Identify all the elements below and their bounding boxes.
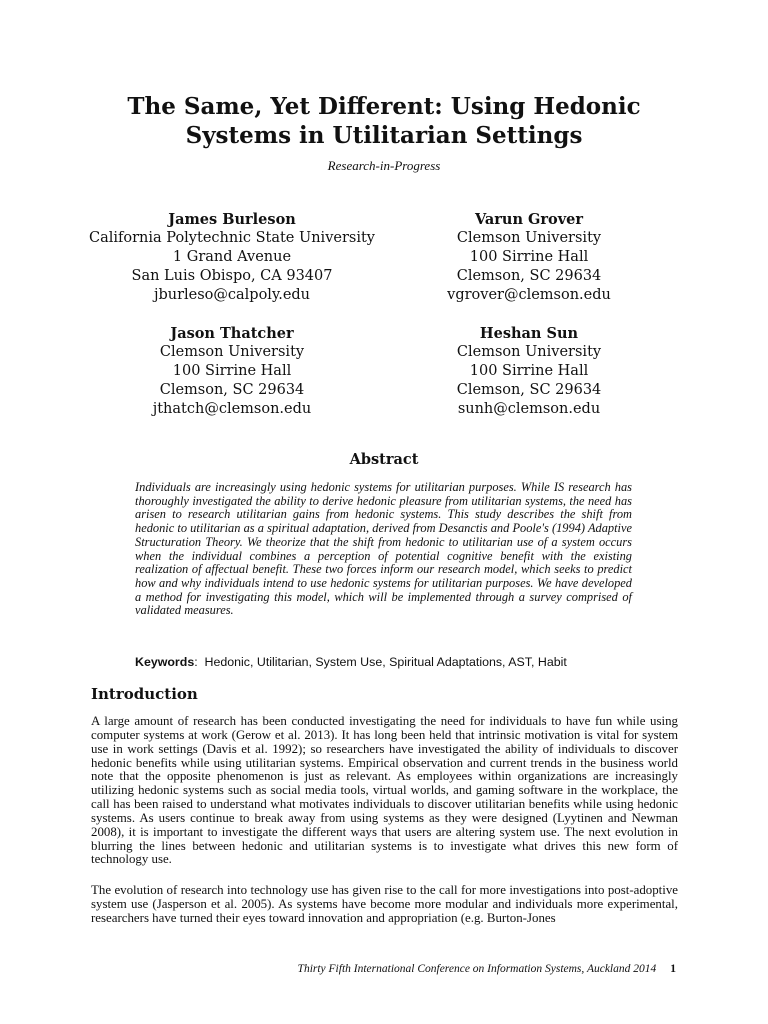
body-paragraph: The evolution of research into technology use has given rise to the call for more investigations into post-adoptive system use (Jasperson et al. 2005). As systems have become more modular and individuals more experimental, researchers have turned their eyes toward innovation and appropriation (e.g. Burton-Jones (91, 883, 678, 925)
author-name: Jason Thatcher (170, 325, 294, 342)
author-affiliation: California Polytechnic State University (89, 230, 375, 246)
author-email: jburleso@calpoly.edu (153, 287, 311, 303)
author-address: 1 Grand Avenue (172, 249, 292, 265)
author-address: 100 Sirrine Hall (469, 249, 589, 265)
author-email: sunh@clemson.edu (457, 401, 601, 417)
page-number: 1 (670, 963, 676, 975)
footer-conference: Thirty Fifth International Conference on Information Systems, Auckland 2014 (297, 963, 657, 975)
author-address: 100 Sirrine Hall (469, 363, 589, 379)
author-affiliation: Clemson University (456, 230, 602, 246)
author-email: jthatch@clemson.edu (152, 401, 312, 417)
title-line-1: The Same, Yet Different: Using Hedonic (127, 93, 641, 120)
page-footer (250, 963, 676, 975)
author-address: Clemson, SC 29634 (159, 382, 305, 398)
abstract-text: Individuals are increasingly using hedonic systems for utilitarian purposes. While IS research has thoroughly investigated the ability to derive hedonic pleasure from utilitarian systems, the need has arisen to research utilitarian gains from hedonic systems. This study describes the shift from hedonic to utilitarian as a spiritual adaptation, derived from Desanctis and Poole's (1994) Adaptive Structuration Theory. We theorize that the shift from hedonic to utilitarian use of a system occurs when the individual combines a perception of potential cognitive benefit with the existing realization of affectual benefit. These two forces inform our research model, which seeks to predict how and why individuals intend to use hedonic systems for utilitarian purposes. We have developed a method for investigating this model, which will be implemented through a survey comprised of validated measures. (135, 480, 632, 618)
body-paragraph: A large amount of research has been conducted investigating the need for individuals to have fun while using computer systems at work (Gerow et al. 2013). It has long been held that intrinsic motivation is vital for system use in work settings (Davis et al. 1992); so researchers have investigated the ability of individuals to discover hedonic benefits while using utilitarian systems. Empirical observation and current trends in the business world note that the opposite phenomenon is just as relevant. As employees within organizations are increasingly utilizing hedonic systems such as social media tools, virtual worlds, and gaming software in the workplace, the call has been raised to understand what motivates individuals to discover utilitarian benefits while using hedonic systems. As users continue to break away from using systems as they were designed (Lyytinen and Newman 2008), it is important to investigate the different ways that users are altering system use. The next evolution in blurring the lines between hedonic and utilitarian systems is to investigate what drives this new form of technology use. (91, 714, 678, 867)
author-address: Clemson, SC 29634 (456, 268, 602, 284)
title-line-2: Systems in Utilitarian Settings (185, 122, 583, 149)
author-block (379, 210, 679, 305)
keywords-label: Keywords (135, 655, 195, 669)
keywords-line: Keywords: Hedonic, Utilitarian, System Use, Spiritual Adaptations, AST, Habit (135, 655, 567, 669)
abstract-heading: Abstract (349, 451, 419, 468)
author-block (82, 210, 382, 305)
author-name: Heshan Sun (479, 325, 579, 342)
author-address: 100 Sirrine Hall (172, 363, 292, 379)
section-heading-introduction: Introduction (91, 685, 198, 703)
author-block (379, 324, 679, 419)
keywords-text: Hedonic, Utilitarian, System Use, Spiritual Adaptations, AST, Habit (204, 655, 567, 669)
author-name: James Burleson (168, 211, 296, 228)
paper-subtitle: Research-in-Progress (327, 158, 441, 173)
author-address: San Luis Obispo, CA 93407 (131, 268, 333, 284)
author-name: Varun Grover (474, 211, 584, 228)
author-email: vgrover@clemson.edu (447, 287, 611, 303)
author-block (82, 324, 382, 419)
paper-title (0, 92, 768, 150)
author-address: Clemson, SC 29634 (456, 382, 602, 398)
author-affiliation: Clemson University (159, 344, 305, 360)
author-affiliation: Clemson University (456, 344, 602, 360)
